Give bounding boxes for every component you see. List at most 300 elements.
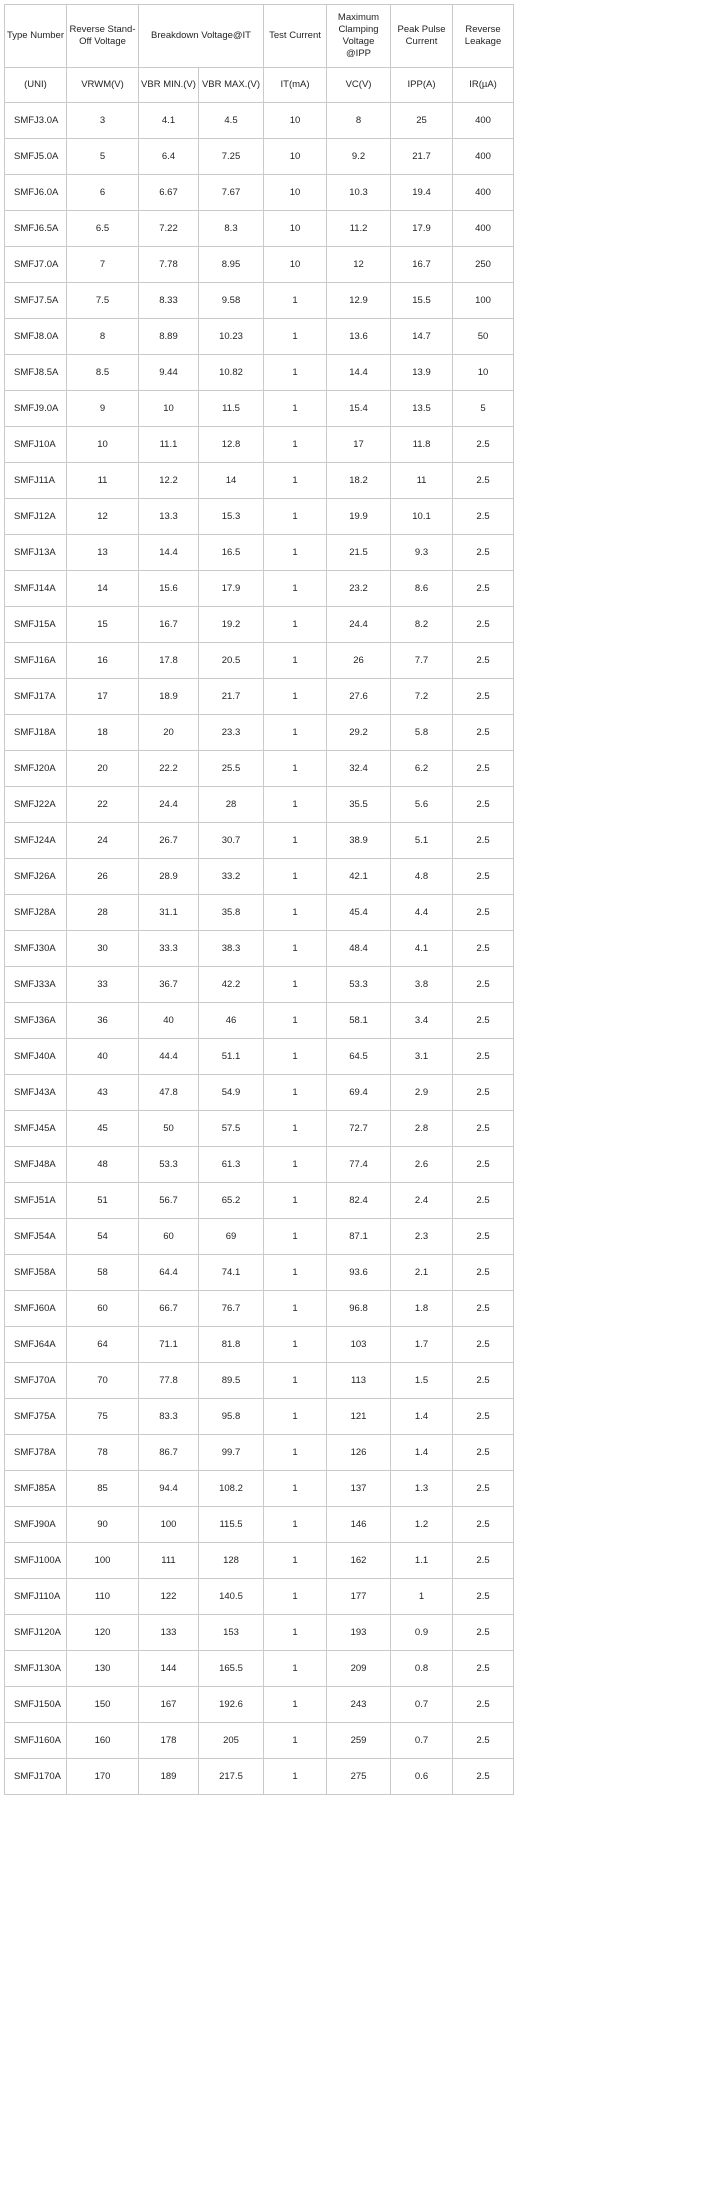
cell-value: 144 <box>139 1651 199 1687</box>
cell-value: 14 <box>67 571 139 607</box>
cell-value: 122 <box>139 1579 199 1615</box>
cell-value: 2.5 <box>453 643 514 679</box>
header-line: Reverse Stand- <box>69 24 136 36</box>
cell-value: 51.1 <box>199 1039 264 1075</box>
cell-value: 1.7 <box>391 1327 453 1363</box>
cell-value: 10.23 <box>199 319 264 355</box>
cell-value: 205 <box>199 1723 264 1759</box>
cell-type-number: SMFJ8.5A <box>5 355 67 391</box>
cell-value: 10.1 <box>391 499 453 535</box>
cell-value: 16.7 <box>139 607 199 643</box>
header-line: Type Number <box>6 30 65 42</box>
cell-value: 89.5 <box>199 1363 264 1399</box>
cell-value: 28 <box>67 895 139 931</box>
cell-value: 2.5 <box>453 1399 514 1435</box>
table-row <box>5 1615 514 1651</box>
header-breakdown-voltage <box>139 5 264 68</box>
cell-value: 2.5 <box>453 895 514 931</box>
cell-value: 217.5 <box>199 1759 264 1795</box>
cell-value: 35.8 <box>199 895 264 931</box>
table-row <box>5 1183 514 1219</box>
cell-value: 82.4 <box>327 1183 391 1219</box>
cell-value: 6.4 <box>139 139 199 175</box>
cell-value: 76.7 <box>199 1291 264 1327</box>
cell-value: 22.2 <box>139 751 199 787</box>
cell-value: 2.3 <box>391 1219 453 1255</box>
cell-value: 1 <box>264 679 327 715</box>
cell-value: 78 <box>67 1435 139 1471</box>
cell-value: 7 <box>67 247 139 283</box>
cell-value: 1 <box>264 607 327 643</box>
cell-value: 400 <box>453 211 514 247</box>
table-row <box>5 175 514 211</box>
cell-type-number: SMFJ14A <box>5 571 67 607</box>
cell-value: 8 <box>67 319 139 355</box>
header-sub-cell-3: VBR MAX.(V) <box>199 68 264 103</box>
cell-value: 137 <box>327 1471 391 1507</box>
cell-value: 1.4 <box>391 1435 453 1471</box>
cell-value: 2.5 <box>453 1291 514 1327</box>
cell-value: 19.2 <box>199 607 264 643</box>
cell-value: 2.5 <box>453 1435 514 1471</box>
cell-type-number: SMFJ13A <box>5 535 67 571</box>
cell-value: 2.5 <box>453 1579 514 1615</box>
cell-value: 99.7 <box>199 1435 264 1471</box>
cell-value: 77.4 <box>327 1147 391 1183</box>
cell-value: 5 <box>67 139 139 175</box>
header-row-sub <box>5 68 514 103</box>
table-row <box>5 1399 514 1435</box>
cell-value: 1 <box>264 535 327 571</box>
header-reverse-standoff-voltage <box>67 5 139 68</box>
table-row <box>5 355 514 391</box>
cell-value: 9.2 <box>327 139 391 175</box>
cell-value: 1 <box>391 1579 453 1615</box>
cell-value: 8 <box>327 103 391 139</box>
cell-value: 259 <box>327 1723 391 1759</box>
table-row <box>5 1687 514 1723</box>
cell-value: 12.2 <box>139 463 199 499</box>
cell-value: 126 <box>327 1435 391 1471</box>
table-row <box>5 1723 514 1759</box>
cell-value: 160 <box>67 1723 139 1759</box>
cell-value: 1 <box>264 643 327 679</box>
cell-value: 7.5 <box>67 283 139 319</box>
cell-value: 189 <box>139 1759 199 1795</box>
cell-value: 10 <box>264 247 327 283</box>
cell-value: 1.8 <box>391 1291 453 1327</box>
cell-value: 1 <box>264 1615 327 1651</box>
cell-value: 133 <box>139 1615 199 1651</box>
table-row <box>5 103 514 139</box>
table-row <box>5 463 514 499</box>
cell-type-number: SMFJ30A <box>5 931 67 967</box>
cell-value: 28 <box>199 787 264 823</box>
cell-value: 153 <box>199 1615 264 1651</box>
cell-type-number: SMFJ40A <box>5 1039 67 1075</box>
cell-value: 7.2 <box>391 679 453 715</box>
cell-value: 192.6 <box>199 1687 264 1723</box>
cell-value: 1 <box>264 1219 327 1255</box>
cell-value: 108.2 <box>199 1471 264 1507</box>
cell-value: 2.5 <box>453 1327 514 1363</box>
cell-value: 2.5 <box>453 679 514 715</box>
cell-value: 130 <box>67 1651 139 1687</box>
header-line: Reverse <box>465 24 501 36</box>
cell-value: 15.4 <box>327 391 391 427</box>
cell-value: 1 <box>264 1687 327 1723</box>
cell-value: 54 <box>67 1219 139 1255</box>
cell-value: 6.5 <box>67 211 139 247</box>
cell-type-number: SMFJ7.5A <box>5 283 67 319</box>
cell-type-number: SMFJ9.0A <box>5 391 67 427</box>
cell-type-number: SMFJ75A <box>5 1399 67 1435</box>
cell-value: 2.6 <box>391 1147 453 1183</box>
cell-value: 1 <box>264 823 327 859</box>
cell-value: 51 <box>67 1183 139 1219</box>
cell-value: 128 <box>199 1543 264 1579</box>
cell-value: 2.9 <box>391 1075 453 1111</box>
header-peak-pulse-current <box>391 5 453 68</box>
table-row <box>5 607 514 643</box>
cell-value: 10 <box>67 427 139 463</box>
cell-value: 1 <box>264 1039 327 1075</box>
cell-value: 60 <box>67 1291 139 1327</box>
cell-value: 14.7 <box>391 319 453 355</box>
cell-type-number: SMFJ48A <box>5 1147 67 1183</box>
header-sub-cell-2: VBR MIN.(V) <box>139 68 199 103</box>
cell-value: 69 <box>199 1219 264 1255</box>
cell-value: 2.5 <box>453 463 514 499</box>
cell-value: 46 <box>199 1003 264 1039</box>
cell-value: 1.1 <box>391 1543 453 1579</box>
header-max-clamping-voltage <box>327 5 391 68</box>
cell-type-number: SMFJ7.0A <box>5 247 67 283</box>
cell-value: 66.7 <box>139 1291 199 1327</box>
cell-type-number: SMFJ12A <box>5 499 67 535</box>
cell-value: 113 <box>327 1363 391 1399</box>
cell-value: 2.5 <box>453 427 514 463</box>
cell-value: 17 <box>327 427 391 463</box>
cell-value: 146 <box>327 1507 391 1543</box>
cell-value: 8.2 <box>391 607 453 643</box>
header-type-number <box>5 5 67 68</box>
cell-value: 23.3 <box>199 715 264 751</box>
cell-value: 1 <box>264 1183 327 1219</box>
cell-value: 31.1 <box>139 895 199 931</box>
cell-value: 1 <box>264 1435 327 1471</box>
cell-value: 1 <box>264 499 327 535</box>
cell-value: 103 <box>327 1327 391 1363</box>
cell-value: 10.82 <box>199 355 264 391</box>
cell-value: 1 <box>264 355 327 391</box>
cell-type-number: SMFJ120A <box>5 1615 67 1651</box>
cell-value: 2.5 <box>453 1759 514 1795</box>
cell-value: 71.1 <box>139 1327 199 1363</box>
cell-value: 10 <box>453 355 514 391</box>
cell-type-number: SMFJ8.0A <box>5 319 67 355</box>
cell-value: 1 <box>264 319 327 355</box>
cell-value: 6 <box>67 175 139 211</box>
cell-value: 48 <box>67 1147 139 1183</box>
cell-value: 17.8 <box>139 643 199 679</box>
cell-value: 1 <box>264 787 327 823</box>
cell-value: 1.3 <box>391 1471 453 1507</box>
table-row <box>5 1579 514 1615</box>
cell-value: 53.3 <box>327 967 391 1003</box>
cell-value: 69.4 <box>327 1075 391 1111</box>
cell-value: 94.4 <box>139 1471 199 1507</box>
cell-value: 58.1 <box>327 1003 391 1039</box>
cell-value: 1 <box>264 427 327 463</box>
cell-value: 2.5 <box>453 859 514 895</box>
table-row <box>5 427 514 463</box>
cell-value: 10 <box>264 139 327 175</box>
table-row <box>5 319 514 355</box>
cell-value: 2.5 <box>453 1543 514 1579</box>
cell-value: 16.5 <box>199 535 264 571</box>
cell-value: 1 <box>264 1291 327 1327</box>
cell-type-number: SMFJ58A <box>5 1255 67 1291</box>
cell-value: 15.3 <box>199 499 264 535</box>
cell-value: 111 <box>139 1543 199 1579</box>
cell-value: 110 <box>67 1579 139 1615</box>
cell-type-number: SMFJ6.0A <box>5 175 67 211</box>
header-line: Leakage <box>464 36 502 47</box>
cell-value: 44.4 <box>139 1039 199 1075</box>
cell-value: 1 <box>264 751 327 787</box>
cell-value: 11.8 <box>391 427 453 463</box>
cell-value: 15.5 <box>391 283 453 319</box>
cell-value: 30.7 <box>199 823 264 859</box>
table-row <box>5 1543 514 1579</box>
cell-value: 12 <box>327 247 391 283</box>
cell-value: 19.4 <box>391 175 453 211</box>
cell-value: 10 <box>264 175 327 211</box>
cell-value: 2.5 <box>453 1615 514 1651</box>
cell-value: 1 <box>264 1147 327 1183</box>
cell-value: 400 <box>453 175 514 211</box>
cell-type-number: SMFJ3.0A <box>5 103 67 139</box>
cell-value: 17.9 <box>391 211 453 247</box>
table-row <box>5 1147 514 1183</box>
cell-value: 23.2 <box>327 571 391 607</box>
cell-value: 1 <box>264 1075 327 1111</box>
cell-value: 87.1 <box>327 1219 391 1255</box>
cell-value: 27.6 <box>327 679 391 715</box>
cell-value: 2.5 <box>453 1111 514 1147</box>
cell-value: 12.9 <box>327 283 391 319</box>
cell-type-number: SMFJ70A <box>5 1363 67 1399</box>
cell-value: 1 <box>264 1759 327 1795</box>
cell-value: 177 <box>327 1579 391 1615</box>
cell-value: 58 <box>67 1255 139 1291</box>
cell-value: 243 <box>327 1687 391 1723</box>
cell-value: 1 <box>264 931 327 967</box>
table-row <box>5 751 514 787</box>
table-row <box>5 931 514 967</box>
cell-value: 1 <box>264 1543 327 1579</box>
cell-type-number: SMFJ43A <box>5 1075 67 1111</box>
cell-value: 26 <box>67 859 139 895</box>
cell-value: 77.8 <box>139 1363 199 1399</box>
cell-value: 7.22 <box>139 211 199 247</box>
cell-value: 17 <box>67 679 139 715</box>
cell-type-number: SMFJ28A <box>5 895 67 931</box>
cell-value: 7.67 <box>199 175 264 211</box>
cell-value: 81.8 <box>199 1327 264 1363</box>
cell-value: 1.5 <box>391 1363 453 1399</box>
cell-value: 21.7 <box>391 139 453 175</box>
cell-type-number: SMFJ54A <box>5 1219 67 1255</box>
cell-type-number: SMFJ45A <box>5 1111 67 1147</box>
header-sub-cell-6: IPP(A) <box>391 68 453 103</box>
cell-value: 24 <box>67 823 139 859</box>
table-row <box>5 787 514 823</box>
cell-value: 2.5 <box>453 1255 514 1291</box>
cell-value: 2.5 <box>453 1003 514 1039</box>
cell-value: 2.5 <box>453 607 514 643</box>
cell-value: 2.5 <box>453 1687 514 1723</box>
cell-value: 21.7 <box>199 679 264 715</box>
table-row <box>5 1507 514 1543</box>
cell-value: 4.1 <box>139 103 199 139</box>
cell-type-number: SMFJ160A <box>5 1723 67 1759</box>
cell-value: 100 <box>67 1543 139 1579</box>
cell-value: 0.8 <box>391 1651 453 1687</box>
cell-value: 14 <box>199 463 264 499</box>
cell-value: 26 <box>327 643 391 679</box>
table-row <box>5 1291 514 1327</box>
cell-value: 1 <box>264 895 327 931</box>
cell-value: 2.5 <box>453 787 514 823</box>
cell-value: 1.2 <box>391 1507 453 1543</box>
cell-type-number: SMFJ78A <box>5 1435 67 1471</box>
cell-value: 11.2 <box>327 211 391 247</box>
cell-value: 9.3 <box>391 535 453 571</box>
table-header <box>5 5 514 103</box>
table-row <box>5 247 514 283</box>
header-line: Current <box>405 36 438 47</box>
header-line: Off Voltage <box>79 36 126 47</box>
cell-type-number: SMFJ100A <box>5 1543 67 1579</box>
cell-value: 65.2 <box>199 1183 264 1219</box>
cell-value: 10 <box>264 211 327 247</box>
cell-value: 30 <box>67 931 139 967</box>
table-row <box>5 139 514 175</box>
cell-value: 0.9 <box>391 1615 453 1651</box>
cell-type-number: SMFJ22A <box>5 787 67 823</box>
cell-value: 2.5 <box>453 1507 514 1543</box>
table-row <box>5 1327 514 1363</box>
table-row <box>5 1003 514 1039</box>
cell-value: 15 <box>67 607 139 643</box>
cell-value: 0.6 <box>391 1759 453 1795</box>
table-row <box>5 211 514 247</box>
cell-type-number: SMFJ17A <box>5 679 67 715</box>
table-row <box>5 1111 514 1147</box>
table-row <box>5 391 514 427</box>
cell-type-number: SMFJ24A <box>5 823 67 859</box>
cell-value: 167 <box>139 1687 199 1723</box>
cell-type-number: SMFJ90A <box>5 1507 67 1543</box>
cell-value: 47.8 <box>139 1075 199 1111</box>
cell-value: 36.7 <box>139 967 199 1003</box>
table-row <box>5 283 514 319</box>
cell-value: 2.5 <box>453 1039 514 1075</box>
cell-type-number: SMFJ10A <box>5 427 67 463</box>
cell-value: 5.6 <box>391 787 453 823</box>
cell-value: 170 <box>67 1759 139 1795</box>
cell-value: 165.5 <box>199 1651 264 1687</box>
cell-type-number: SMFJ16A <box>5 643 67 679</box>
cell-value: 1 <box>264 1255 327 1291</box>
cell-value: 33.2 <box>199 859 264 895</box>
cell-value: 121 <box>327 1399 391 1435</box>
table-row <box>5 1039 514 1075</box>
cell-value: 57.5 <box>199 1111 264 1147</box>
cell-value: 13.9 <box>391 355 453 391</box>
table-row <box>5 715 514 751</box>
cell-value: 1 <box>264 967 327 1003</box>
cell-type-number: SMFJ64A <box>5 1327 67 1363</box>
cell-value: 20.5 <box>199 643 264 679</box>
cell-value: 250 <box>453 247 514 283</box>
cell-value: 2.5 <box>453 823 514 859</box>
cell-value: 8.5 <box>67 355 139 391</box>
cell-value: 18.2 <box>327 463 391 499</box>
header-line: Peak Pulse <box>397 24 446 36</box>
cell-value: 19.9 <box>327 499 391 535</box>
cell-value: 95.8 <box>199 1399 264 1435</box>
cell-value: 45.4 <box>327 895 391 931</box>
cell-type-number: SMFJ36A <box>5 1003 67 1039</box>
cell-value: 60 <box>139 1219 199 1255</box>
cell-value: 40 <box>139 1003 199 1039</box>
cell-value: 42.2 <box>199 967 264 1003</box>
cell-value: 2.5 <box>453 967 514 1003</box>
cell-value: 1 <box>264 1399 327 1435</box>
table-row <box>5 1255 514 1291</box>
cell-value: 115.5 <box>199 1507 264 1543</box>
cell-value: 24.4 <box>327 607 391 643</box>
cell-value: 53.3 <box>139 1147 199 1183</box>
cell-value: 2.5 <box>453 1147 514 1183</box>
cell-value: 15.6 <box>139 571 199 607</box>
cell-value: 50 <box>453 319 514 355</box>
cell-value: 5.8 <box>391 715 453 751</box>
cell-type-number: SMFJ15A <box>5 607 67 643</box>
cell-type-number: SMFJ11A <box>5 463 67 499</box>
cell-type-number: SMFJ170A <box>5 1759 67 1795</box>
cell-value: 2.5 <box>453 1723 514 1759</box>
cell-value: 10 <box>264 103 327 139</box>
table-row <box>5 823 514 859</box>
cell-value: 13.3 <box>139 499 199 535</box>
cell-value: 11.5 <box>199 391 264 427</box>
cell-value: 7.78 <box>139 247 199 283</box>
cell-value: 400 <box>453 139 514 175</box>
cell-value: 2.5 <box>453 1219 514 1255</box>
cell-value: 9 <box>67 391 139 427</box>
cell-value: 3.4 <box>391 1003 453 1039</box>
cell-value: 85 <box>67 1471 139 1507</box>
cell-value: 1.4 <box>391 1399 453 1435</box>
cell-value: 20 <box>139 715 199 751</box>
header-line: @IPP <box>346 47 371 59</box>
cell-value: 28.9 <box>139 859 199 895</box>
header-row-main <box>5 5 514 68</box>
